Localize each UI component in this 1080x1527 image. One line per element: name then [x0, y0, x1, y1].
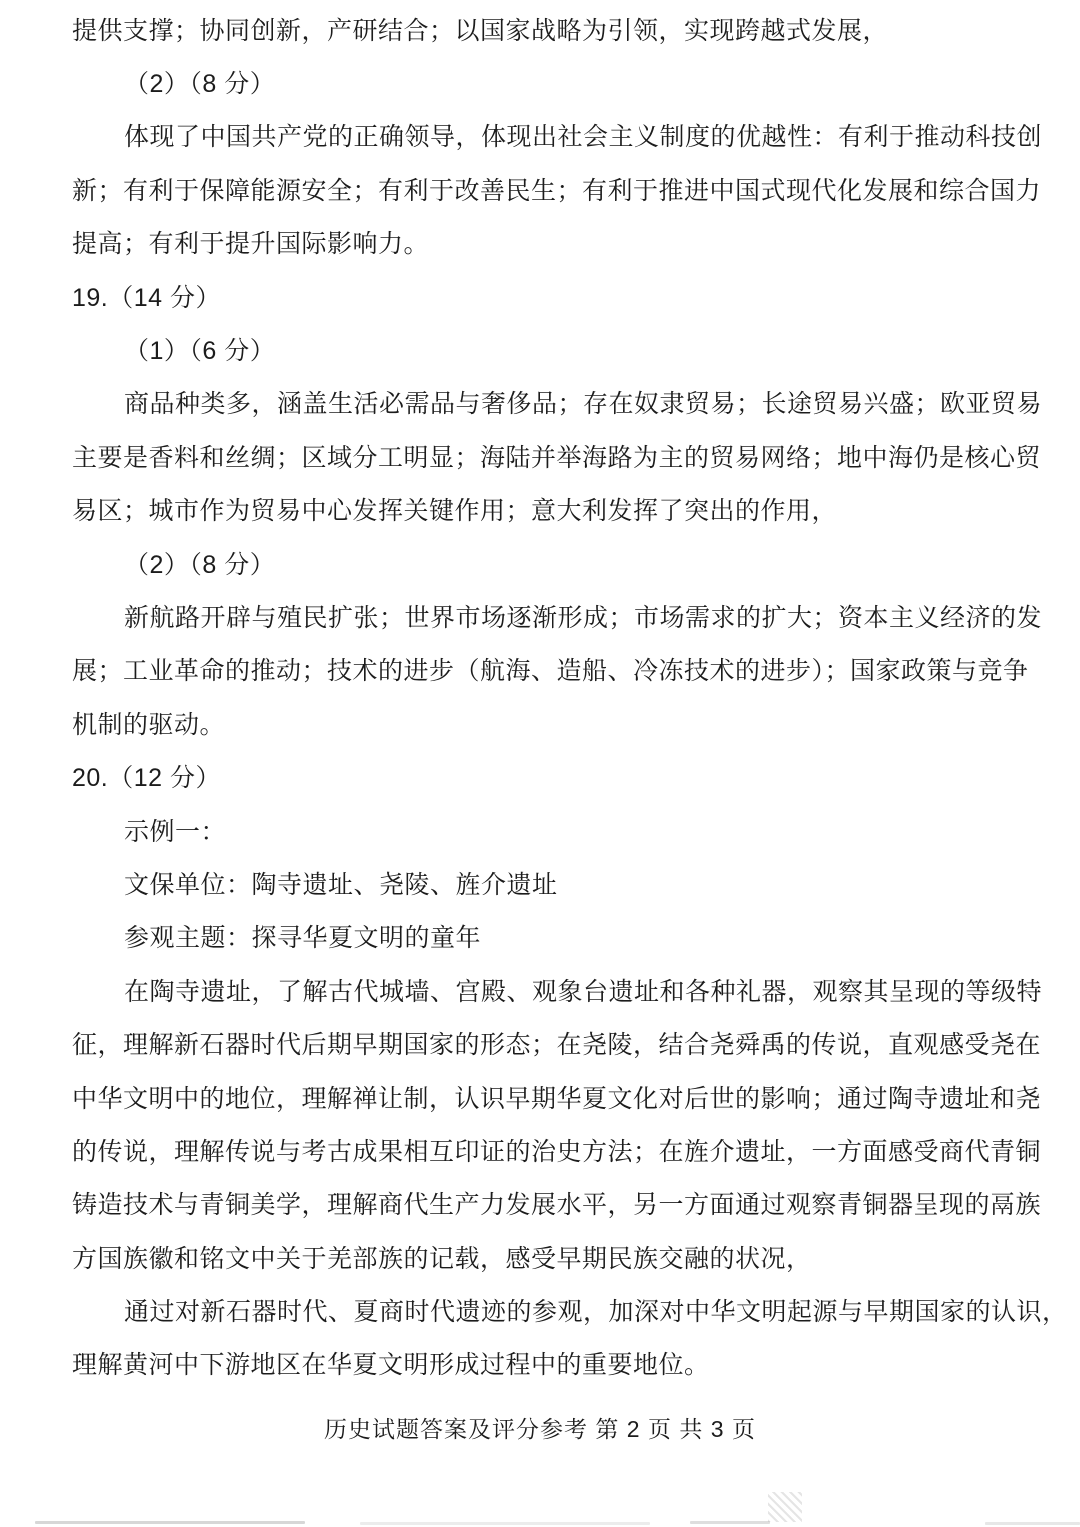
text-line: 机制的驱动。 [72, 710, 226, 739]
scan-edge-artifact [985, 1522, 1080, 1525]
text-line: 19.（14 分） [72, 283, 222, 312]
text-line: 中华文明中的地位，理解禅让制，认识早期华夏文化对后世的影响；通过陶寺遗址和尧 [72, 1084, 1042, 1113]
answer-text-body [72, 2, 1068, 1390]
text-line: 铸造技术与青铜美学，理解商代生产力发展水平，另一方面通过观察青铜器呈现的鬲族 [72, 1191, 1042, 1220]
text-line: 易区；城市作为贸易中心发挥关键作用；意大利发挥了突出的作用， [72, 497, 838, 526]
text-line: 在陶寺遗址，了解古代城墙、宫殿、观象台遗址和各种礼器，观察其呈现的等级特 [124, 977, 1043, 1006]
text-line: 的传说，理解传说与考古成果相互印证的治史方法；在旌介遗址，一方面感受商代青铜 [72, 1137, 1042, 1166]
text-line: 主要是香料和丝绸；区域分工明显；海陆并举海路为主的贸易网络；地中海仍是核心贸 [72, 443, 1042, 472]
text-line: 提高；有利于提升国际影响力。 [72, 230, 430, 259]
text-line: 展；工业革命的推动；技术的进步（航海、造船、冷冻技术的进步）；国家政策与竞争 [72, 657, 1029, 686]
text-line: 体现了中国共产党的正确领导，体现出社会主义制度的优越性：有利于推动科技创 [124, 123, 1043, 152]
text-line: （1）（6 分） [124, 337, 276, 366]
text-line: 提供支撑；协同创新，产研结合；以国家战略为引领，实现跨越式发展， [72, 16, 889, 45]
text-line: （2）（8 分） [124, 70, 276, 99]
text-line: 新；有利于保障能源安全；有利于改善民生；有利于推进中国式现代化发展和综合国力 [72, 176, 1042, 205]
text-line: 示例一： [124, 817, 227, 846]
text-line: 理解黄河中下游地区在华夏文明形成过程中的重要地位。 [72, 1351, 710, 1380]
text-line: 20.（12 分） [72, 764, 222, 793]
scan-edge-artifact [35, 1521, 305, 1524]
text-line: （2）（8 分） [124, 550, 276, 579]
text-line: 通过对新石器时代、夏商时代遗迹的参观，加深对中华文明起源与早期国家的认识， [124, 1298, 1068, 1327]
scan-edge-artifact [360, 1522, 650, 1525]
text-line: 方国族徽和铭文中关于羌部族的记载，感受早期民族交融的状况， [72, 1244, 812, 1273]
text-line: 文保单位：陶寺遗址、尧陵、旌介遗址 [124, 870, 558, 899]
text-line: 商品种类多，涵盖生活必需品与奢侈品；存在奴隶贸易；长途贸易兴盛；欧亚贸易 [124, 390, 1043, 419]
scan-edge-artifact [690, 1521, 770, 1524]
text-line: 新航路开辟与殖民扩张；世界市场逐渐形成；市场需求的扩大；资本主义经济的发 [124, 603, 1043, 632]
scan-smudge-artifact [768, 1492, 802, 1522]
text-line: 征，理解新石器时代后期早期国家的形态；在尧陵，结合尧舜禹的传说，直观感受尧在 [72, 1031, 1042, 1060]
page-footer: 历史试题答案及评分参考 第 2 页 共 3 页 [324, 1416, 756, 1443]
text-line: 参观主题：探寻华夏文明的童年 [124, 924, 482, 953]
